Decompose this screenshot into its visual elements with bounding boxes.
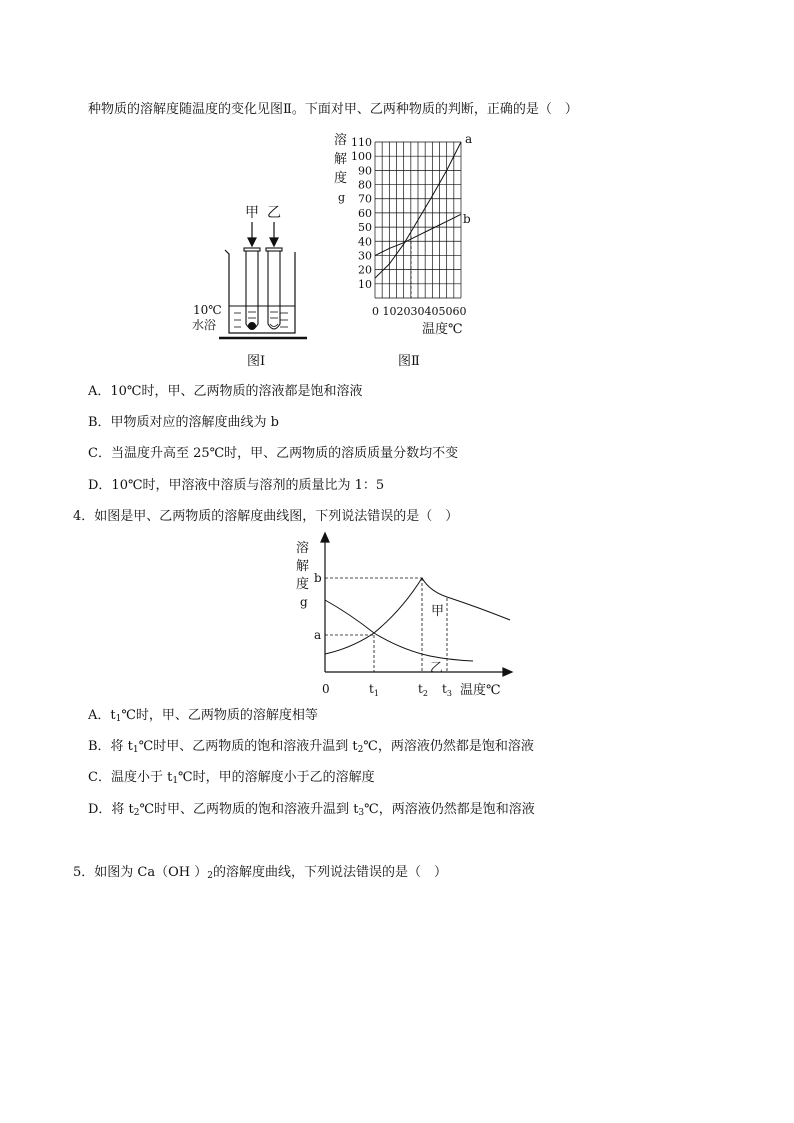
chart2-ytick-label: 40	[358, 235, 372, 249]
chart2-ylabel-char: 度	[334, 171, 348, 186]
q4-option-d[interactable]: D．将 $t_2℃$时甲、乙两物质的饱和溶液升温到 $t_3℃$，两溶液仍然都是饱和溶液	[88, 802, 535, 818]
chart2-xlabel: 温度℃	[422, 322, 463, 337]
fig1-test-tube-jia	[244, 248, 260, 330]
fig1-label-jia: 甲	[245, 205, 259, 221]
fig1-bath-label: 水浴	[192, 318, 217, 332]
q3-option-b[interactable]: B．甲物质对应的溶解度曲线为 b	[88, 415, 280, 430]
q4-option-c[interactable]: C．温度小于 $t_1℃$时，甲的溶解度小于乙的溶解度	[88, 770, 375, 786]
chart2-ytick-label: 20	[358, 263, 372, 277]
fig1-arrows	[248, 222, 278, 246]
q4-axes	[321, 533, 512, 676]
q4-label-jia: 甲	[431, 604, 445, 619]
q4-ylabel-2: 解	[296, 559, 310, 574]
chart2-ytick-label: 90	[358, 164, 372, 178]
chart2-ylabel	[334, 132, 347, 204]
q4-ylabel-1: 溶	[296, 541, 310, 556]
chart2-ylabel-char: 溶	[334, 133, 348, 148]
chart2-ylabel-char: g	[338, 191, 346, 204]
fig1-caption: 图Ⅰ	[247, 354, 266, 369]
q4-option-a[interactable]: A．$t_1℃$时，甲、乙两物质的溶解度相等	[88, 708, 318, 724]
chart2-ytick-label: 70	[358, 192, 372, 206]
fig1-test-tube-yi	[266, 248, 282, 329]
chart2-ytick-label: 30	[358, 249, 372, 263]
chart2-ytick-label: 10	[358, 277, 372, 291]
q4-t2: $t_2$	[418, 682, 428, 698]
chart2-yticks	[351, 136, 372, 291]
q4-y-b: b	[314, 571, 322, 585]
chart2-ytick-label: 110	[351, 136, 372, 149]
chart2-ylabel-char: 解	[334, 152, 348, 167]
q4-origin: 0	[322, 682, 330, 696]
q4-t3: $t_3$	[442, 682, 452, 698]
q4-y-a: a	[314, 628, 322, 642]
fig1-label-yi: 乙	[267, 205, 281, 221]
q3-option-a[interactable]: A．10℃时，甲、乙两物质的溶液都是饱和溶液	[88, 384, 363, 399]
chart2-curve-b-label: b	[463, 212, 471, 226]
q5-stem: 5．如图为 Ca（OH ）$_2$的溶解度曲线，下列说法错误的是（ ）	[73, 865, 447, 881]
q4-curve-jia	[325, 578, 510, 654]
q3-option-c[interactable]: C．当温度升高至 25℃时，甲、乙两物质的溶质质量分数均不变	[88, 446, 459, 461]
q4-t1: $t_1$	[369, 682, 379, 698]
figure-2-solubility-chart	[325, 128, 485, 378]
q4-stem: 4．如图是甲、乙两物质的溶解度曲线图，下列说法错误的是（ ）	[73, 509, 459, 524]
q4-label-yi: 乙	[430, 661, 444, 676]
q3-stem: 种物质的溶解度随温度的变化见图Ⅱ。下面对甲、乙两种物质的判断，正确的是（ ）	[88, 102, 578, 117]
chart2-ytick-label: 60	[358, 206, 372, 220]
chart2-curve-a-label: a	[465, 132, 473, 146]
figure-q4-solubility-chart	[290, 530, 530, 705]
q4-xlabel: 温度℃	[460, 683, 501, 698]
chart2-ytick-label: 80	[358, 178, 372, 192]
chart2-caption: 图Ⅱ	[398, 354, 420, 369]
chart2-xticks: 0 102030405060	[372, 305, 467, 318]
q4-ylabel-4: g	[300, 595, 308, 609]
q3-option-d[interactable]: D．10℃时，甲溶液中溶质与溶剂的质量比为 1：5	[88, 478, 385, 493]
q4-ylabel-3: 度	[296, 577, 310, 592]
q4-dashed-guides	[325, 578, 447, 672]
figure-1-beaker	[185, 198, 325, 378]
fig1-beaker-outline	[225, 250, 295, 333]
fig1-temp-label: 10℃	[193, 303, 222, 317]
q4-option-b[interactable]: B．将 $t_1℃$时甲、乙两物质的饱和溶液升温到 $t_2℃$，两溶液仍然都是饱和溶液	[88, 739, 534, 755]
chart2-ytick-label: 100	[351, 150, 372, 164]
chart2-ytick-label: 50	[358, 221, 372, 235]
